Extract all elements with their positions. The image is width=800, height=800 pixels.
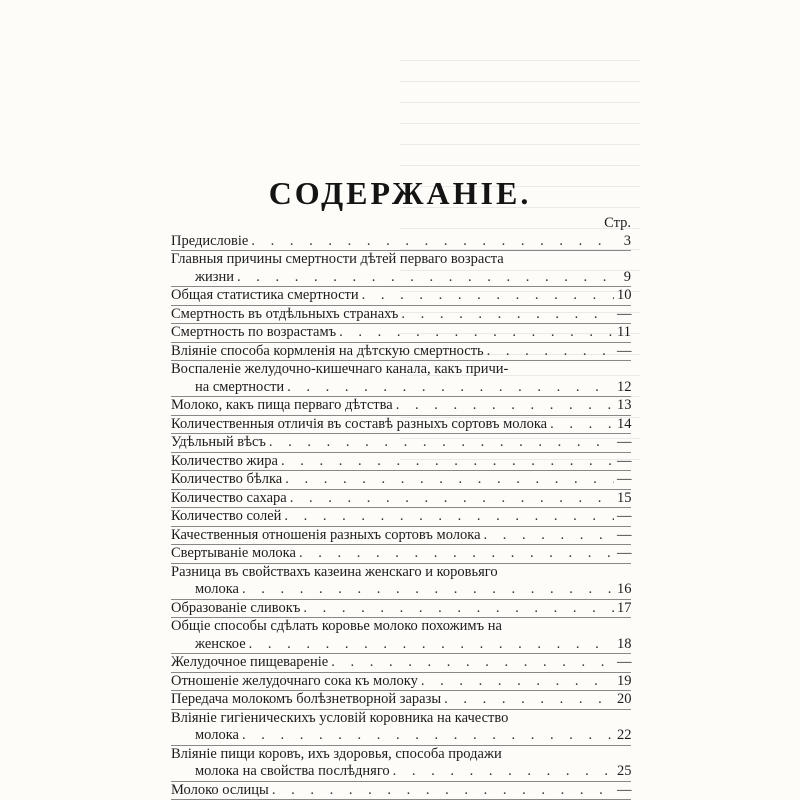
toc-entry-line	[171, 453, 631, 471]
toc-entry-line	[171, 416, 631, 434]
dot-leader	[401, 306, 614, 324]
toc-entry	[171, 710, 631, 746]
toc-entry-title: жизни	[195, 268, 235, 285]
toc-entry-title: Смертность по возрастамъ	[171, 324, 337, 340]
dot-leader	[284, 508, 614, 526]
toc-entry-title: женское	[195, 635, 246, 652]
toc-entry-page: —	[617, 305, 632, 322]
toc-entry-page: —	[617, 545, 632, 561]
toc-entry	[171, 618, 631, 654]
dot-leader	[331, 654, 614, 672]
toc-entry	[171, 527, 631, 546]
toc-entry-title: Количество солей	[171, 508, 282, 524]
toc-entry	[171, 600, 631, 619]
toc-entry-line	[171, 691, 631, 709]
toc-entry	[171, 416, 631, 435]
toc-entry-page: 19	[617, 672, 632, 689]
toc-entry-title: Количественныя отличія въ составѣ разныхъ сортовъ молока	[171, 415, 548, 432]
table-of-contents	[171, 215, 631, 800]
dot-leader	[281, 453, 614, 471]
toc-entry-page: —	[617, 471, 632, 487]
toc-entry-line	[171, 306, 631, 324]
toc-entry-line	[171, 636, 631, 654]
toc-entry-first-line: Вліяніе пищи коровъ, ихъ здоровья, способа продажи	[171, 745, 502, 762]
dot-leader	[242, 727, 614, 745]
toc-entry-title: молока на свойства послѣдняго	[195, 763, 390, 779]
toc-entry	[171, 361, 631, 397]
dot-leader	[299, 545, 614, 563]
toc-entry	[171, 287, 631, 306]
toc-entry-first-line: Разница въ свойствахъ казеина женскаго и коровьяго	[171, 563, 498, 580]
toc-entry-first-line: Общіе способы сдѣлать коровье молоко похожимъ на	[171, 618, 502, 634]
toc-entry	[171, 324, 631, 343]
toc-entry-title: Молоко, какъ пища перваго дѣтства	[171, 397, 393, 413]
page-column-header: Стр.	[604, 215, 631, 231]
dot-leader	[303, 600, 614, 618]
toc-entry-line	[171, 233, 631, 251]
toc-entry-page: 14	[617, 415, 632, 432]
toc-entry	[171, 545, 631, 564]
toc-entry-page: 18	[617, 635, 632, 652]
dot-leader	[421, 673, 614, 691]
toc-entry-page: 16	[617, 581, 632, 597]
dot-leader	[487, 343, 614, 361]
toc-entry-line	[171, 673, 631, 691]
dot-leader	[484, 527, 614, 545]
toc-entry-page: —	[617, 508, 632, 524]
toc-entry-title: Образованіе сливокъ	[171, 599, 301, 616]
toc-entry-title: Передача молокомъ болѣзнетворной заразы	[171, 691, 442, 707]
toc-entry-page: —	[617, 342, 632, 359]
dot-leader	[290, 490, 614, 508]
toc-entry	[171, 471, 631, 490]
toc-entry-first-line: Воспаленіе желудочно-кишечнаго канала, какъ причи-	[171, 361, 509, 377]
toc-entry-title: на смертности	[195, 378, 285, 395]
toc-entry-title: Общая статистика смертности	[171, 287, 359, 303]
toc-entry-title: молока	[195, 581, 239, 597]
dot-leader	[285, 471, 614, 489]
toc-entry-line	[171, 581, 631, 599]
toc-entry-title: Количество сахара	[171, 489, 287, 506]
toc-entry	[171, 508, 631, 527]
toc-entry	[171, 782, 631, 800]
toc-entry-line	[171, 527, 631, 545]
toc-entry-line	[171, 471, 631, 489]
dot-leader	[550, 416, 614, 434]
toc-entry-line	[171, 269, 631, 287]
toc-entry-line	[171, 654, 631, 672]
toc-entry-title: Молоко ослицы	[171, 781, 269, 798]
toc-entry-line	[171, 545, 631, 563]
toc-entry-line	[171, 763, 631, 781]
toc-entry-title: Качественныя отношенія разныхъ сортовъ молока	[171, 526, 481, 543]
dot-leader	[287, 379, 614, 397]
toc-entry-page: 13	[617, 397, 632, 413]
dot-leader	[251, 233, 614, 251]
dot-leader	[272, 782, 614, 800]
page-title: СОДЕРЖАНІЕ.	[268, 175, 532, 211]
toc-entry-line	[171, 324, 631, 342]
toc-entry-title: Отношеніе желудочнаго сока къ молоку	[171, 672, 418, 689]
dot-leader	[242, 581, 614, 599]
dot-leader	[396, 397, 614, 415]
toc-entry-page: 25	[617, 763, 632, 779]
dot-leader	[249, 636, 614, 654]
toc-entries	[171, 233, 631, 800]
dot-leader	[269, 434, 614, 452]
toc-entry-line	[171, 600, 631, 618]
toc-entry-title: Смертность въ отдѣльныхъ странахъ	[171, 305, 399, 322]
toc-entry-title: Количество бѣлка	[171, 471, 283, 487]
toc-entry-line	[171, 397, 631, 415]
toc-entry-title: Предисловіе	[171, 232, 249, 249]
toc-entry-page: —	[617, 452, 632, 469]
dot-leader	[237, 269, 614, 287]
toc-entry-line	[171, 379, 631, 397]
toc-entry-title: молока	[195, 727, 239, 743]
toc-entry	[171, 233, 631, 252]
toc-entry	[171, 397, 631, 416]
toc-entry-first-line: Главныя причины смертности дѣтей перваго возраста	[171, 251, 504, 267]
toc-entry-line	[171, 727, 631, 745]
toc-entry-line	[171, 287, 631, 305]
toc-entry	[171, 306, 631, 325]
toc-entry	[171, 564, 631, 600]
toc-entry-title: Удѣльный вѣсъ	[171, 434, 266, 450]
toc-entry-page: 3	[623, 232, 631, 249]
toc-entry-page: 12	[617, 378, 632, 395]
toc-entry	[171, 343, 631, 362]
toc-entry	[171, 673, 631, 692]
dot-leader	[393, 763, 614, 781]
dot-leader	[339, 324, 614, 342]
toc-entry-line	[171, 782, 631, 800]
toc-entry-page: 15	[617, 489, 632, 506]
toc-entry-page: 10	[617, 287, 632, 303]
toc-entry-title: Вліяніе способа кормленія на дѣтскую смертность	[171, 342, 484, 359]
toc-entry-page: —	[617, 526, 632, 543]
toc-entry-page: 22	[617, 727, 632, 743]
toc-entry-page: —	[617, 654, 632, 670]
toc-entry-line	[171, 508, 631, 526]
dot-leader	[444, 691, 614, 709]
toc-entry-page: 9	[623, 268, 631, 285]
toc-entry	[171, 746, 631, 782]
toc-entry-page: 20	[617, 691, 632, 707]
toc-entry-first-line: Вліяніе гигіеническихъ условій коровника на качество	[171, 709, 509, 726]
toc-entry-page: 17	[617, 599, 632, 616]
toc-entry-title: Количество жира	[171, 452, 278, 469]
toc-entry-line	[171, 434, 631, 452]
toc-entry	[171, 251, 631, 287]
dot-leader	[362, 287, 614, 305]
toc-entry	[171, 434, 631, 453]
toc-entry	[171, 654, 631, 673]
toc-entry	[171, 453, 631, 472]
toc-entry-page: —	[617, 434, 632, 450]
toc-entry-title: Свертываніе молока	[171, 545, 296, 561]
toc-entry	[171, 490, 631, 509]
toc-entry	[171, 691, 631, 710]
toc-entry-title: Желудочное пищевареніе	[171, 654, 329, 670]
toc-entry-line	[171, 490, 631, 508]
toc-entry-line	[171, 343, 631, 361]
toc-entry-page: —	[617, 781, 632, 798]
toc-entry-page: 11	[617, 324, 631, 340]
